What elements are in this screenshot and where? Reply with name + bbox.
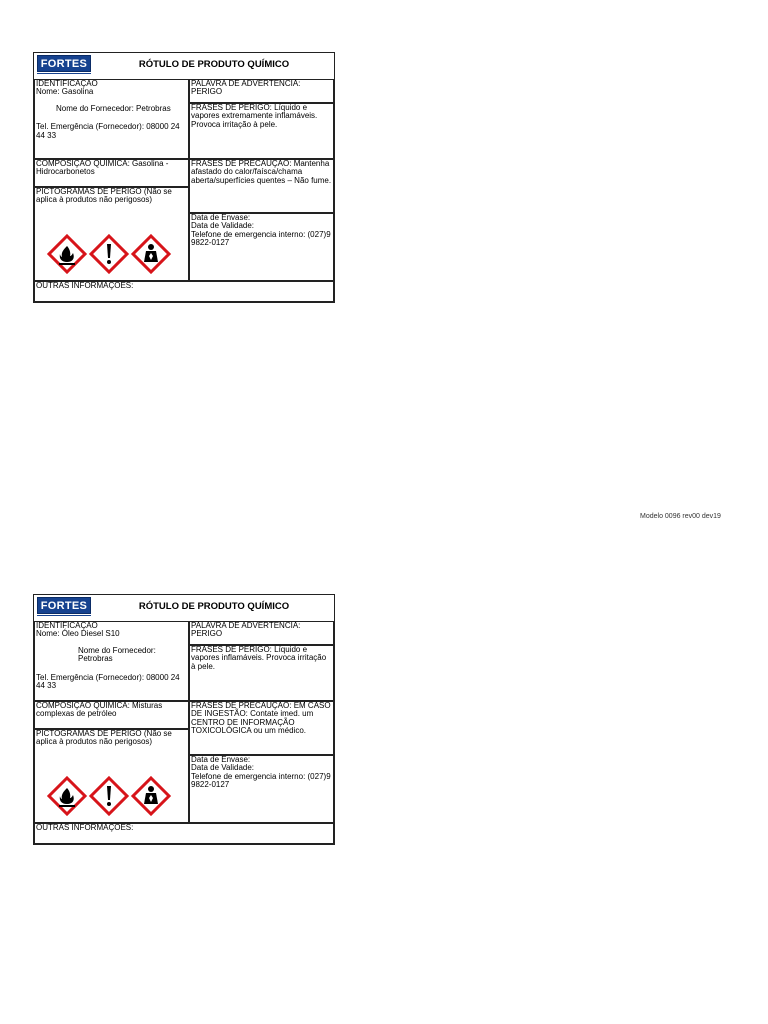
other-info: OUTRAS INFORMAÇOES: (36, 281, 134, 290)
precaution-phrases: FRASES DE PRECAUÇÃO: Mantenha afastado do calor/faísca/chama aberta/superfícies quentes – Não fume. (191, 159, 332, 185)
flame-icon (47, 776, 87, 816)
pictogram-row (47, 234, 177, 274)
identification-section (34, 621, 189, 701)
chemical-label-diesel (33, 594, 335, 845)
pictograms-heading: PICTOGRAMAS DE PERIGO (Não se aplica à produtos não perigosos) (36, 729, 172, 747)
dates-section (189, 213, 334, 281)
other-info-section (34, 281, 334, 302)
fortes-logo: FORTES (37, 597, 91, 614)
dates-section (189, 755, 334, 823)
warning-word: PALAVRA DE ADVERTÊNCIA: PERIGO (191, 621, 301, 639)
precaution-phrases: FRASES DE PRECAUÇÃO: EM CASO DE INGESTÃO: Contate imed. um CENTRO DE INFORMAÇÃO TOXICOLÓGICA ou um médico. (191, 701, 331, 736)
internal-phone: Telefone de emergencia interno: (027)9 9822-0127 (191, 771, 331, 790)
product-name: Nome: Gasolina (36, 87, 94, 97)
internal-phone: Telefone de emergencia interno: (027)9 9822-0127 (191, 229, 331, 248)
warning-word: PALAVRA DE ADVERTÊNCIA: PERIGO (191, 79, 301, 97)
label-header (34, 53, 334, 80)
fortes-logo: FORTES (37, 55, 91, 72)
model-note: Modelo 0096 rev00 dev19 (640, 513, 721, 520)
logo-underline (37, 73, 91, 78)
composition-section (34, 159, 189, 187)
pictograms-heading: PICTOGRAMAS DE PERIGO (Não se aplica à produtos não perigosos) (36, 187, 172, 205)
expiry-date: Data de Validade: (191, 221, 255, 231)
hazard-phrases: FRASES DE PERIGO: Líquido e vapores extremamente inflamáveis. Provoca irritação à pele. (191, 103, 318, 129)
composition-text: COMPOSIÇÃO QUÍMICA: Gasolina - Hidrocarbonetos (36, 159, 169, 177)
flame-icon (47, 234, 87, 274)
chemical-label-gasolina (33, 52, 335, 303)
identification-heading: IDENTIFICAÇÃO (36, 79, 98, 88)
warning-word-section (189, 621, 334, 645)
identification-heading: IDENTIFICAÇÃO (36, 621, 98, 630)
warning-word-section (189, 79, 334, 103)
precaution-section (189, 159, 334, 213)
supplier-name: Nome do Fornecedor: Petrobras (78, 645, 156, 664)
hazard-phrases-section (189, 645, 334, 701)
exclamation-icon (89, 234, 129, 274)
logo-underline (37, 615, 91, 620)
exclamation-icon (89, 776, 129, 816)
pictograms-section (34, 187, 189, 281)
product-name: Nome: Óleo Diesel S10 (36, 629, 120, 639)
fill-date: Data de Envase: (191, 213, 251, 222)
identification-section (34, 79, 189, 159)
composition-text: COMPOSIÇÃO QUÍMICA: Misturas complexas de petróleo (36, 701, 163, 719)
emergency-phone: Tel. Emergência (Fornecedor): 08000 24 44 33 (36, 672, 180, 691)
label-title: RÓTULO DE PRODUTO QUÍMICO (138, 59, 290, 70)
hazard-phrases-section (189, 103, 334, 159)
health-hazard-icon (131, 776, 171, 816)
other-info-section (34, 823, 334, 844)
health-hazard-icon (131, 234, 171, 274)
label-title: RÓTULO DE PRODUTO QUÍMICO (138, 601, 290, 612)
pictograms-section (34, 729, 189, 823)
precaution-section (189, 701, 334, 755)
other-info: OUTRAS INFORMAÇOES: (36, 823, 134, 832)
fill-date: Data de Envase: (191, 755, 251, 764)
composition-section (34, 701, 189, 729)
supplier-name: Nome do Fornecedor: Petrobras (56, 103, 171, 113)
hazard-phrases: FRASES DE PERIGO: Líquido e vapores inflamáveis. Provoca irritação à pele. (191, 645, 327, 671)
pictogram-row (47, 776, 177, 816)
expiry-date: Data de Validade: (191, 763, 255, 773)
emergency-phone: Tel. Emergência (Fornecedor): 08000 24 44 33 (36, 122, 180, 140)
label-header (34, 595, 334, 622)
